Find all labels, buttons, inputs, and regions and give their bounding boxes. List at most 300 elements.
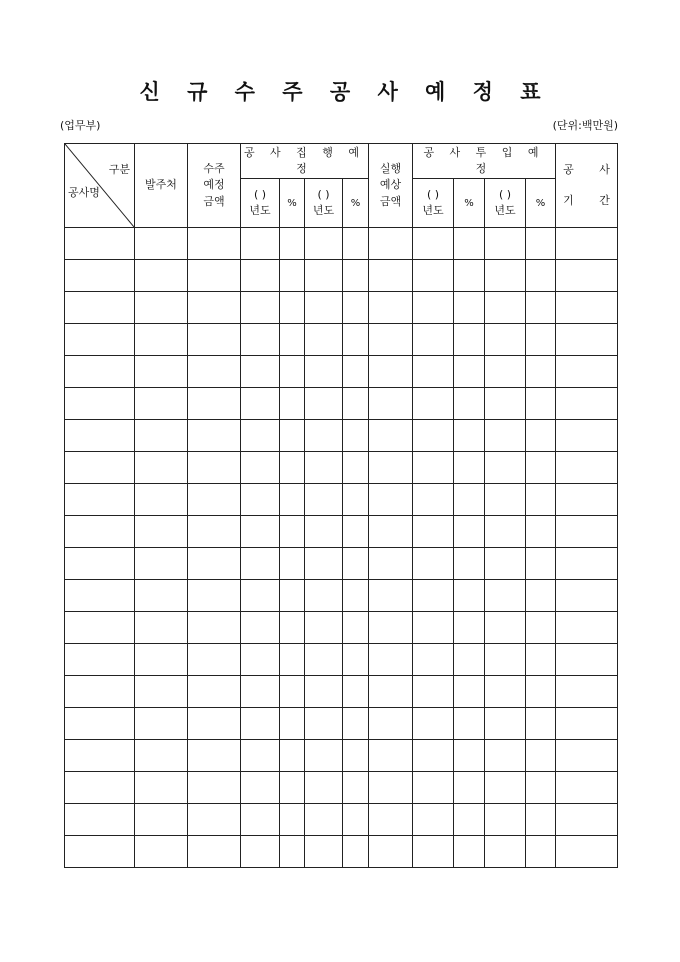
exec-year-2-paren: ( ): [317, 187, 330, 201]
table-cell[interactable]: [454, 292, 485, 324]
table-cell[interactable]: [454, 548, 485, 580]
table-cell[interactable]: [280, 676, 305, 708]
execution-plan-header: 공 사 집 행 예 정: [241, 144, 369, 179]
table-cell[interactable]: [305, 292, 343, 324]
table-cell[interactable]: [65, 708, 135, 740]
invest-year-1-header: [413, 179, 454, 228]
order-amount-line-1: 수주: [203, 161, 225, 175]
table-cell[interactable]: [485, 292, 526, 324]
table-cell[interactable]: [241, 644, 280, 676]
table-cell[interactable]: [305, 740, 343, 772]
table-cell[interactable]: [413, 772, 454, 804]
table-row: [65, 356, 618, 388]
table-cell[interactable]: [485, 420, 526, 452]
table-cell[interactable]: [526, 452, 556, 484]
table-cell[interactable]: [188, 420, 241, 452]
table-cell[interactable]: [454, 676, 485, 708]
table-cell[interactable]: [526, 356, 556, 388]
table-cell[interactable]: [369, 836, 413, 868]
table-cell[interactable]: [556, 484, 618, 516]
table-cell[interactable]: [280, 580, 305, 612]
period-line-2: 기 간: [563, 193, 610, 207]
table-cell[interactable]: [454, 612, 485, 644]
table-cell[interactable]: [369, 388, 413, 420]
invest-year-2-word: 년도: [494, 204, 516, 217]
table-cell[interactable]: [135, 420, 188, 452]
table-cell[interactable]: [280, 324, 305, 356]
table-cell[interactable]: [188, 644, 241, 676]
table-row: [65, 644, 618, 676]
table-cell[interactable]: [65, 516, 135, 548]
table-cell[interactable]: [188, 772, 241, 804]
table-cell[interactable]: [188, 708, 241, 740]
table-cell[interactable]: [526, 740, 556, 772]
table-cell[interactable]: [526, 612, 556, 644]
table-cell[interactable]: [454, 740, 485, 772]
table-cell[interactable]: [485, 388, 526, 420]
table-cell[interactable]: [454, 260, 485, 292]
table-cell[interactable]: [305, 612, 343, 644]
table-cell[interactable]: [454, 644, 485, 676]
table-cell[interactable]: [241, 612, 280, 644]
table-row: [65, 708, 618, 740]
table-cell[interactable]: [305, 676, 343, 708]
table-cell[interactable]: [135, 292, 188, 324]
table-cell[interactable]: [241, 420, 280, 452]
table-cell[interactable]: [526, 708, 556, 740]
table-cell[interactable]: [369, 804, 413, 836]
table-cell[interactable]: [485, 548, 526, 580]
table-cell[interactable]: [305, 516, 343, 548]
table-cell[interactable]: [135, 388, 188, 420]
table-cell[interactable]: [413, 292, 454, 324]
table-cell[interactable]: [369, 420, 413, 452]
table-cell[interactable]: [526, 388, 556, 420]
table-cell[interactable]: [135, 260, 188, 292]
table-cell[interactable]: [305, 388, 343, 420]
corner-project-name-label: 공사명: [68, 185, 100, 199]
table-cell[interactable]: [65, 548, 135, 580]
table-cell[interactable]: [454, 836, 485, 868]
table-cell[interactable]: [135, 452, 188, 484]
table-cell[interactable]: [526, 516, 556, 548]
table-cell[interactable]: [369, 676, 413, 708]
table-cell[interactable]: [343, 708, 369, 740]
table-cell[interactable]: [454, 420, 485, 452]
table-cell[interactable]: [413, 644, 454, 676]
table-cell[interactable]: [280, 356, 305, 388]
table-cell[interactable]: [241, 356, 280, 388]
table-cell[interactable]: [343, 772, 369, 804]
table-cell[interactable]: [343, 804, 369, 836]
table-cell[interactable]: [280, 836, 305, 868]
table-cell[interactable]: [305, 708, 343, 740]
period-line-1: 공 사: [563, 163, 610, 176]
table-cell[interactable]: [188, 324, 241, 356]
table-cell[interactable]: [485, 772, 526, 804]
exec-percent-2-header: %: [343, 179, 369, 228]
table-cell[interactable]: [305, 356, 343, 388]
table-cell[interactable]: [188, 228, 241, 260]
table-cell[interactable]: [65, 292, 135, 324]
table-cell[interactable]: [305, 484, 343, 516]
table-cell[interactable]: [135, 356, 188, 388]
table-cell[interactable]: [135, 548, 188, 580]
table-cell[interactable]: [305, 548, 343, 580]
table-cell[interactable]: [369, 516, 413, 548]
table-cell[interactable]: [454, 452, 485, 484]
table-cell[interactable]: [65, 804, 135, 836]
table-cell[interactable]: [369, 612, 413, 644]
table-cell[interactable]: [413, 516, 454, 548]
table-cell[interactable]: [343, 580, 369, 612]
table-cell[interactable]: [556, 548, 618, 580]
actual-amount-line-3: 금액: [379, 194, 402, 208]
table-cell[interactable]: [280, 804, 305, 836]
table-row: [65, 580, 618, 612]
table-cell[interactable]: [241, 580, 280, 612]
table-cell[interactable]: [485, 676, 526, 708]
table-cell[interactable]: [343, 420, 369, 452]
table-cell[interactable]: [241, 836, 280, 868]
table-cell[interactable]: [65, 644, 135, 676]
table-cell[interactable]: [305, 324, 343, 356]
table-cell[interactable]: [280, 260, 305, 292]
table-cell[interactable]: [485, 580, 526, 612]
table-cell[interactable]: [65, 580, 135, 612]
invest-year-1-paren: ( ): [426, 187, 440, 201]
table-cell[interactable]: [280, 388, 305, 420]
table-cell[interactable]: [413, 228, 454, 260]
invest-percent-2-header: %: [526, 179, 556, 228]
table-cell[interactable]: [454, 708, 485, 740]
table-cell[interactable]: [135, 804, 188, 836]
exec-year-1-word: 년도: [249, 204, 271, 217]
table-cell[interactable]: [369, 260, 413, 292]
table-cell[interactable]: [556, 388, 618, 420]
table-row: [65, 772, 618, 804]
table-cell[interactable]: [241, 452, 280, 484]
table-cell[interactable]: [280, 548, 305, 580]
table-row: [65, 228, 618, 260]
table-cell[interactable]: [369, 228, 413, 260]
table-cell[interactable]: [65, 228, 135, 260]
table-cell[interactable]: [241, 324, 280, 356]
table-cell[interactable]: [135, 612, 188, 644]
investment-plan-header: 공 사 투 입 예 정: [413, 144, 556, 179]
table-cell[interactable]: [556, 260, 618, 292]
table-cell[interactable]: [241, 260, 280, 292]
table-cell[interactable]: [413, 580, 454, 612]
table-cell[interactable]: [556, 836, 618, 868]
table-cell[interactable]: [343, 836, 369, 868]
table-cell[interactable]: [241, 772, 280, 804]
table-cell[interactable]: [241, 740, 280, 772]
table-cell[interactable]: [280, 420, 305, 452]
table-cell[interactable]: [413, 356, 454, 388]
table-cell[interactable]: [188, 452, 241, 484]
table-cell[interactable]: [556, 804, 618, 836]
table-cell[interactable]: [526, 260, 556, 292]
table-cell[interactable]: [135, 516, 188, 548]
table-cell[interactable]: [305, 644, 343, 676]
table-cell[interactable]: [526, 420, 556, 452]
order-amount-line-3: 금액: [203, 194, 225, 208]
table-cell[interactable]: [188, 836, 241, 868]
table-cell[interactable]: [485, 836, 526, 868]
table-cell[interactable]: [485, 452, 526, 484]
table-cell[interactable]: [413, 452, 454, 484]
table-cell[interactable]: [413, 260, 454, 292]
table-cell[interactable]: [280, 452, 305, 484]
table-cell[interactable]: [413, 612, 454, 644]
table-cell[interactable]: [305, 228, 343, 260]
table-cell[interactable]: [280, 228, 305, 260]
table-cell[interactable]: [556, 708, 618, 740]
table-cell[interactable]: [188, 548, 241, 580]
table-cell[interactable]: [556, 740, 618, 772]
table-cell[interactable]: [135, 772, 188, 804]
table-cell[interactable]: [135, 676, 188, 708]
table-cell[interactable]: [526, 484, 556, 516]
table-cell[interactable]: [135, 708, 188, 740]
corner-header: [65, 144, 135, 228]
table-cell[interactable]: [280, 740, 305, 772]
table-cell[interactable]: [280, 484, 305, 516]
table-cell[interactable]: [413, 420, 454, 452]
table-cell[interactable]: [241, 228, 280, 260]
table-cell[interactable]: [65, 484, 135, 516]
table-cell[interactable]: [343, 548, 369, 580]
order-amount-line-2: 예정: [203, 178, 225, 192]
table-cell[interactable]: [454, 228, 485, 260]
table-cell[interactable]: [485, 228, 526, 260]
table-cell[interactable]: [241, 676, 280, 708]
exec-percent-1-header: %: [280, 179, 305, 228]
table-cell[interactable]: [556, 612, 618, 644]
table-cell[interactable]: [413, 324, 454, 356]
invest-year-1-word: 년도: [422, 204, 444, 217]
table-cell[interactable]: [188, 516, 241, 548]
table-cell[interactable]: [556, 580, 618, 612]
table-cell[interactable]: [413, 836, 454, 868]
table-cell[interactable]: [369, 484, 413, 516]
table-cell[interactable]: [135, 740, 188, 772]
table-cell[interactable]: [135, 836, 188, 868]
table-cell[interactable]: [305, 580, 343, 612]
table-cell[interactable]: [485, 516, 526, 548]
table-cell[interactable]: [65, 676, 135, 708]
table-cell[interactable]: [305, 836, 343, 868]
table-cell[interactable]: [343, 484, 369, 516]
table-row: [65, 548, 618, 580]
table-cell[interactable]: [454, 356, 485, 388]
table-cell[interactable]: [485, 708, 526, 740]
table-cell[interactable]: [280, 708, 305, 740]
table-cell[interactable]: [526, 772, 556, 804]
table-cell[interactable]: [369, 324, 413, 356]
table-cell[interactable]: [526, 548, 556, 580]
table-cell[interactable]: [369, 644, 413, 676]
table-cell[interactable]: [343, 292, 369, 324]
table-row: [65, 420, 618, 452]
table-cell[interactable]: [369, 772, 413, 804]
table-cell[interactable]: [188, 292, 241, 324]
table-cell[interactable]: [305, 260, 343, 292]
client-header: 발주처: [135, 144, 188, 228]
table-cell[interactable]: [241, 292, 280, 324]
table-cell[interactable]: [188, 260, 241, 292]
table-cell[interactable]: [454, 484, 485, 516]
table-cell[interactable]: [556, 516, 618, 548]
table-cell[interactable]: [343, 676, 369, 708]
table-cell[interactable]: [343, 612, 369, 644]
table-cell[interactable]: [413, 484, 454, 516]
table-cell[interactable]: [485, 740, 526, 772]
table-cell[interactable]: [343, 516, 369, 548]
table-cell[interactable]: [343, 356, 369, 388]
table-cell[interactable]: [454, 324, 485, 356]
table-cell[interactable]: [135, 580, 188, 612]
table-cell[interactable]: [241, 548, 280, 580]
table-cell[interactable]: [413, 388, 454, 420]
table-cell[interactable]: [485, 260, 526, 292]
table-cell[interactable]: [65, 772, 135, 804]
table-cell[interactable]: [556, 420, 618, 452]
table-cell[interactable]: [135, 484, 188, 516]
table-cell[interactable]: [241, 708, 280, 740]
table-cell[interactable]: [280, 292, 305, 324]
table-cell[interactable]: [369, 580, 413, 612]
table-cell[interactable]: [413, 548, 454, 580]
table-cell[interactable]: [413, 740, 454, 772]
table-cell[interactable]: [485, 324, 526, 356]
table-cell[interactable]: [188, 676, 241, 708]
table-row: [65, 516, 618, 548]
table-cell[interactable]: [343, 260, 369, 292]
exec-year-2-word: 년도: [312, 204, 335, 217]
table-cell[interactable]: [343, 740, 369, 772]
table-row: [65, 452, 618, 484]
table-cell[interactable]: [556, 324, 618, 356]
table-cell[interactable]: [280, 612, 305, 644]
table-cell[interactable]: [65, 260, 135, 292]
table-cell[interactable]: [413, 708, 454, 740]
table-cell[interactable]: [188, 740, 241, 772]
table-cell[interactable]: [526, 836, 556, 868]
table-cell[interactable]: [526, 324, 556, 356]
table-cell[interactable]: [526, 292, 556, 324]
table-cell[interactable]: [188, 356, 241, 388]
table-cell[interactable]: [188, 804, 241, 836]
table-cell[interactable]: [369, 548, 413, 580]
construction-schedule-table: [64, 143, 618, 868]
actual-amount-header: [369, 144, 413, 228]
table-cell[interactable]: [526, 228, 556, 260]
table-cell[interactable]: [280, 644, 305, 676]
table-cell[interactable]: [485, 612, 526, 644]
table-cell[interactable]: [413, 804, 454, 836]
table-cell[interactable]: [556, 644, 618, 676]
table-cell[interactable]: [188, 612, 241, 644]
table-cell[interactable]: [343, 228, 369, 260]
table-cell[interactable]: [188, 388, 241, 420]
table-cell[interactable]: [526, 676, 556, 708]
table-cell[interactable]: [556, 452, 618, 484]
table-cell[interactable]: [485, 484, 526, 516]
table-cell[interactable]: [556, 356, 618, 388]
table-cell[interactable]: [526, 804, 556, 836]
table-cell[interactable]: [305, 772, 343, 804]
table-cell[interactable]: [454, 580, 485, 612]
table-cell[interactable]: [65, 836, 135, 868]
department-label: (업무부): [60, 119, 101, 132]
table-cell[interactable]: [485, 644, 526, 676]
table-cell[interactable]: [343, 324, 369, 356]
table-cell[interactable]: [369, 740, 413, 772]
table-cell[interactable]: [65, 452, 135, 484]
table-cell[interactable]: [65, 420, 135, 452]
table-cell[interactable]: [343, 388, 369, 420]
table-cell[interactable]: [369, 452, 413, 484]
table-cell[interactable]: [305, 420, 343, 452]
table-cell[interactable]: [241, 516, 280, 548]
invest-year-2-header: [485, 179, 526, 228]
table-cell[interactable]: [454, 388, 485, 420]
table-cell[interactable]: [65, 388, 135, 420]
table-cell[interactable]: [280, 516, 305, 548]
table-cell[interactable]: [454, 772, 485, 804]
table-cell[interactable]: [65, 740, 135, 772]
table-cell[interactable]: [188, 580, 241, 612]
table-cell[interactable]: [188, 484, 241, 516]
actual-amount-line-2: 예상: [379, 178, 402, 192]
table-cell[interactable]: [135, 324, 188, 356]
table-cell[interactable]: [454, 516, 485, 548]
table-cell[interactable]: [556, 292, 618, 324]
table-cell[interactable]: [369, 708, 413, 740]
table-cell[interactable]: [343, 644, 369, 676]
table-cell[interactable]: [454, 804, 485, 836]
table-cell[interactable]: [305, 452, 343, 484]
table-cell[interactable]: [556, 228, 618, 260]
table-cell[interactable]: [241, 484, 280, 516]
table-cell[interactable]: [369, 356, 413, 388]
period-header: [556, 144, 618, 228]
table-cell[interactable]: [413, 676, 454, 708]
table-cell[interactable]: [65, 324, 135, 356]
table-cell[interactable]: [556, 772, 618, 804]
table-cell[interactable]: [305, 804, 343, 836]
table-cell[interactable]: [343, 452, 369, 484]
table-cell[interactable]: [65, 612, 135, 644]
table-cell[interactable]: [135, 228, 188, 260]
table-cell[interactable]: [556, 676, 618, 708]
table-cell[interactable]: [526, 580, 556, 612]
table-cell[interactable]: [241, 388, 280, 420]
table-cell[interactable]: [526, 644, 556, 676]
table-cell[interactable]: [280, 772, 305, 804]
table-cell[interactable]: [241, 804, 280, 836]
exec-year-1-paren: ( ): [253, 187, 267, 201]
table-row: [65, 836, 618, 868]
table-cell[interactable]: [369, 292, 413, 324]
table-cell[interactable]: [65, 356, 135, 388]
table-row: [65, 612, 618, 644]
table-cell[interactable]: [485, 356, 526, 388]
table-cell[interactable]: [135, 644, 188, 676]
table-cell[interactable]: [485, 804, 526, 836]
